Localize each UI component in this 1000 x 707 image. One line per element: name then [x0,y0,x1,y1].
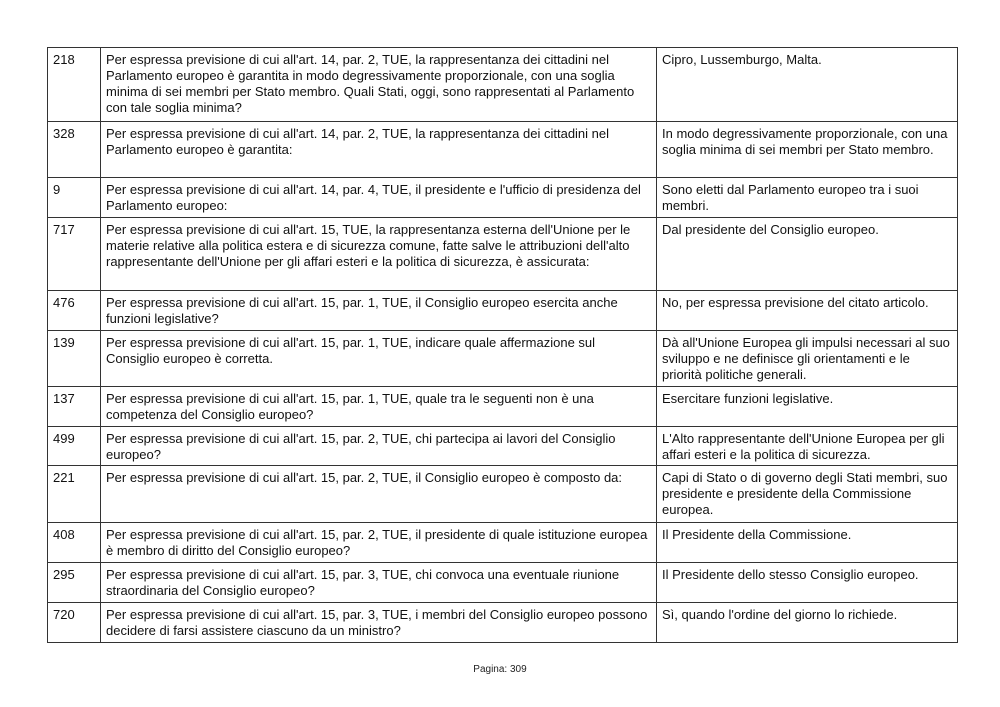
answer-text: Il Presidente dello stesso Consiglio europeo. [657,563,958,603]
question-text: Per espressa previsione di cui all'art. 15, par. 3, TUE, i membri del Consiglio europeo possono decidere di farsi assistere ciascuno da un ministro? [101,603,657,643]
question-text: Per espressa previsione di cui all'art. 15, par. 2, TUE, il presidente di quale istituzione europea è membro di diritto del Consiglio europeo? [101,523,657,563]
question-number: 218 [48,48,101,122]
answer-text: Dà all'Unione Europea gli impulsi necessari al suo sviluppo e ne definisce gli orientamenti e le priorità politiche generali. [657,331,958,387]
question-number: 717 [48,218,101,291]
table-row [48,523,958,563]
answer-text: Esercitare funzioni legislative. [657,387,958,427]
answer-text: In modo degressivamente proporzionale, con una soglia minima di sei membri per Stato membro. [657,122,958,178]
table-row [48,387,958,427]
table-row [48,466,958,523]
question-number: 139 [48,331,101,387]
question-text: Per espressa previsione di cui all'art. 15, par. 3, TUE, chi convoca una eventuale riunione straordinaria del Consiglio europeo? [101,563,657,603]
question-number: 720 [48,603,101,643]
table-row [48,427,958,466]
question-number: 9 [48,178,101,218]
answer-text: Dal presidente del Consiglio europeo. [657,218,958,291]
table-row [48,48,958,122]
table-row [48,122,958,178]
qa-table [47,47,958,643]
question-text: Per espressa previsione di cui all'art. 14, par. 2, TUE, la rappresentanza dei cittadini nel Parlamento europeo è garantita: [101,122,657,178]
question-text: Per espressa previsione di cui all'art. 14, par. 2, TUE, la rappresentanza dei cittadini nel Parlamento europeo è garantita in modo degressivamente proporzionale, con una soglia minima di sei membri per Stato membro. Quali Stati, oggi, sono rappresentati al Parlamento con tale soglia minima? [101,48,657,122]
question-number: 295 [48,563,101,603]
question-number: 137 [48,387,101,427]
answer-text: Sì, quando l'ordine del giorno lo richiede. [657,603,958,643]
table-row [48,563,958,603]
question-text: Per espressa previsione di cui all'art. 15, par. 2, TUE, il Consiglio europeo è composto da: [101,466,657,523]
answer-text: L'Alto rappresentante dell'Unione Europea per gli affari esteri e la politica di sicurezza. [657,427,958,466]
question-number: 476 [48,291,101,331]
question-text: Per espressa previsione di cui all'art. 15, par. 1, TUE, quale tra le seguenti non è una competenza del Consiglio europeo? [101,387,657,427]
answer-text: Cipro, Lussemburgo, Malta. [657,48,958,122]
question-text: Per espressa previsione di cui all'art. 15, par. 1, TUE, indicare quale affermazione sul Consiglio europeo è corretta. [101,331,657,387]
question-text: Per espressa previsione di cui all'art. 15, par. 1, TUE, il Consiglio europeo esercita anche funzioni legislative? [101,291,657,331]
table-row [48,178,958,218]
page-number: Pagina: 309 [473,664,527,675]
question-text: Per espressa previsione di cui all'art. 15, TUE, la rappresentanza esterna dell'Unione per le materie relative alla politica estera e di sicurezza comune, fatte salve le attribuzioni dell'alto rappresentante dell'Unione per gli affari esteri e la politica di sicurezza, è assicurata: [101,218,657,291]
table-row [48,331,958,387]
question-number: 408 [48,523,101,563]
question-text: Per espressa previsione di cui all'art. 15, par. 2, TUE, chi partecipa ai lavori del Consiglio europeo? [101,427,657,466]
answer-text: Capi di Stato o di governo degli Stati membri, suo presidente e presidente della Commissione europea. [657,466,958,523]
answer-text: No, per espressa previsione del citato articolo. [657,291,958,331]
question-number: 328 [48,122,101,178]
table-row [48,218,958,291]
question-number: 221 [48,466,101,523]
answer-text: Sono eletti dal Parlamento europeo tra i suoi membri. [657,178,958,218]
question-number: 499 [48,427,101,466]
table-row [48,603,958,643]
answer-text: Il Presidente della Commissione. [657,523,958,563]
question-text: Per espressa previsione di cui all'art. 14, par. 4, TUE, il presidente e l'ufficio di presidenza del Parlamento europeo: [101,178,657,218]
table-row [48,291,958,331]
